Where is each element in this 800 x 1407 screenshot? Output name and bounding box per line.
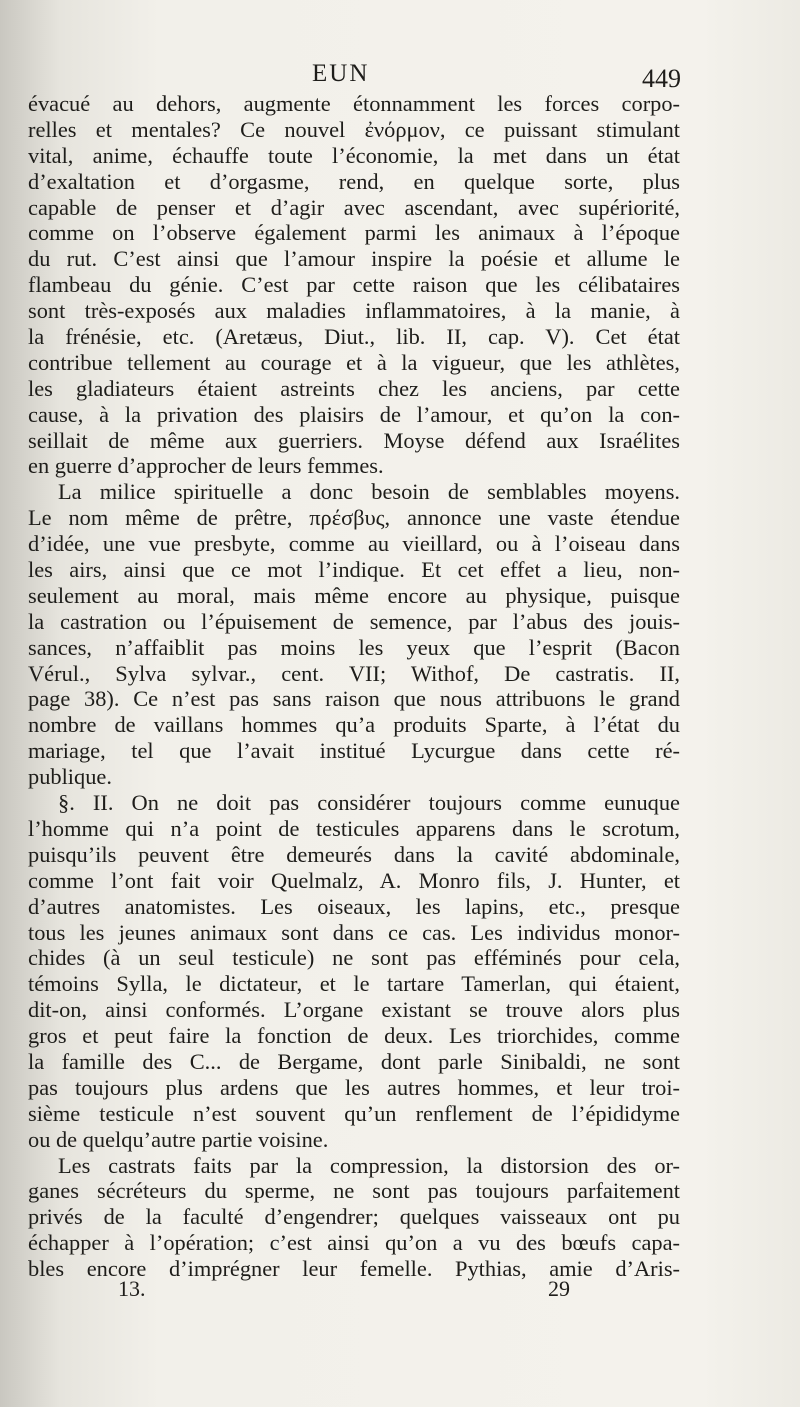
text-line: Le nom même de prêtre, πρέσβυς, annonce une vaste étendue [28,505,680,531]
text-line: échapper à l’opération; c’est ainsi qu’on a vu des bœufs capa- [28,1230,680,1256]
page-number: 449 [642,64,681,93]
text-line: tous les jeunes animaux sont dans ce cas. Les individus monor- [28,919,680,945]
text-line: sont très-exposés aux maladies inflammatoires, à la manie, à [28,298,680,324]
text-line: flambeau du génie. C’est par cette raison que les célibataires [28,272,680,298]
text-line: Les castrats faits par la compression, la distorsion des or- [58,1152,680,1178]
text-line: ganes sécréteurs du sperme, ne sont pas toujours parfaitement [28,1178,680,1204]
text-line: pas toujours plus ardens que les autres hommes, et leur troi- [28,1074,680,1100]
text-line: ou de quelqu’autre partie voisine. [28,1126,329,1152]
text-line: sième testicule n’est souvent qu’un renflement de l’épididyme [28,1100,680,1126]
text-line: §. II. On ne doit pas considérer toujours comme eunuque [58,790,680,816]
text-line: la castration ou l’épuisement de semence, par l’abus des jouis- [28,608,680,634]
signature-mark-left: 13. [118,1276,146,1301]
text-line: d’exaltation et d’orgasme, rend, en quelque sorte, plus [28,168,680,194]
running-head: EUN [312,60,370,87]
text-line: témoins Sylla, le dictateur, et le tartare Tamerlan, qui étaient, [28,971,680,997]
text-line: seulement au moral, mais même encore au physique, puisque [28,582,680,608]
text-line: publique. [28,764,112,790]
text-line: Vérul., Sylva sylvar., cent. VII; Withof, De castratis. II, [28,660,680,686]
text-line: les gladiateurs étaient astreints chez les anciens, par cette [28,375,680,401]
text-line: relles et mentales? Ce nouvel ἐνόρμον, ce puissant stimulant [28,116,680,142]
text-line: sances, n’affaiblit pas moins les yeux que l’esprit (Bacon [28,634,680,660]
text-line: cause, à la privation des plaisirs de l’amour, et qu’on la con- [28,401,680,427]
text-line: la famille des C... de Bergame, dont parle Sinibaldi, ne sont [28,1048,680,1074]
text-line: capable de penser et d’agir avec ascendant, avec supériorité, [28,194,680,220]
text-line: en guerre d’approcher de leurs femmes. [28,453,384,479]
text-line: nombre de vaillans hommes qu’a produits Sparte, à l’état du [28,712,680,738]
text-line: gros et peut faire la fonction de deux. Les triorchides, comme [28,1023,680,1049]
body-text [28,91,680,1282]
text-line: les airs, ainsi que ce mot l’indique. Et cet effet a lieu, non- [28,557,680,583]
text-line: comme on l’observe également parmi les animaux à l’époque [28,220,680,246]
text-line: comme l’ont fait voir Quelmalz, A. Monro fils, J. Hunter, et [28,867,680,893]
text-line: puisqu’ils peuvent être demeurés dans la cavité abdominale, [28,841,680,867]
text-line: seillait de même aux guerriers. Moyse défend aux Israélites [28,427,680,453]
text-line: page 38). Ce n’est pas sans raison que nous attribuons le grand [28,686,680,712]
text-line: La milice spirituelle a donc besoin de semblables moyens. [58,479,680,505]
text-line: bles encore d’imprégner leur femelle. Pythias, amie d’Aris- [28,1256,680,1282]
text-line: mariage, tel que l’avait institué Lycurgue dans cette ré- [28,738,680,764]
text-line: la frénésie, etc. (Aretæus, Diut., lib. II, cap. V). Cet état [28,324,680,350]
text-line: contribue tellement au courage et à la vigueur, que les athlètes, [28,349,680,375]
signature-mark-right: 29 [548,1276,570,1301]
text-line: d’idée, une vue presbyte, comme au vieillard, ou à l’oiseau dans [28,531,680,557]
text-line: d’autres anatomistes. Les oiseaux, les lapins, etc., presque [28,893,680,919]
text-line: évacué au dehors, augmente étonnamment les forces corpo- [28,91,680,116]
text-line: vital, anime, échauffe toute l’économie, la met dans un état [28,142,680,168]
text-line: l’homme qui n’a point de testicules apparens dans le scrotum, [28,815,680,841]
text-line: du rut. C’est ainsi que l’amour inspire la poésie et allume le [28,246,680,272]
text-line: chides (à un seul testicule) ne sont pas efféminés pour cela, [28,945,680,971]
text-line: privés de la faculté d’engendrer; quelques vaisseaux ont pu [28,1204,680,1230]
page-footer [0,1276,800,1306]
page-header [0,58,800,92]
text-line: dit-on, ainsi conformés. L’organe existant se trouve alors plus [28,997,680,1023]
